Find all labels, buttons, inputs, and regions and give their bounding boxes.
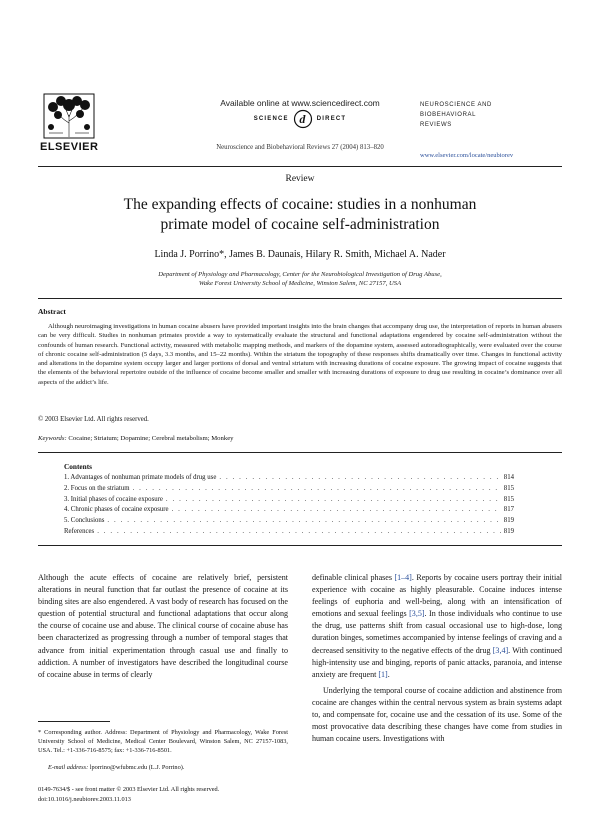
citation-link[interactable]: [3,5] — [409, 609, 425, 619]
publisher-name: ELSEVIER — [40, 141, 99, 153]
toc-page: 815 — [503, 495, 514, 503]
toc-entry[interactable] — [64, 485, 514, 496]
body-paragraph: definable clinical phases [1–4]. Reports by cocaine users portray their initial experience with cocaine as highly pleasurable. Cocaine induces intense feelings of euphoria and well-being, along with an intensification of emotions and sexual feelings [3,5]. In those individuals who continue to use the drug, use patterns shift from casual occasional use to high-dose, long duration binges, sometimes accompanied by intense feelings of craving and a decreased sensitivity to the negative effects of the drug [3,4]. With continued high-intensity use and binging, reports of panic attacks, paranoia, and intense anxiety are frequent [1]. — [312, 573, 562, 679]
body-paragraph: Underlying the temporal course of cocaine addiction and abstinence from cocaine are changes within the central nervous system as brain systems adapt to, and compensate for, cocaine use and the cessation of its use. Some of the most provocative data describing these changes have come from studies in human cocaine users. Investigations with — [312, 685, 562, 744]
toc-page: 815 — [503, 484, 514, 492]
toc-label[interactable]: 5. Conclusions — [64, 517, 105, 525]
body-paragraph: Although the acute effects of cocaine are relatively brief, persistent alterations in neural function that far outlast the presence of cocaine at its binding sites are also engendered. A vast body of research has focused on the question of potential structural and functional adaptations that occur along the course of cocaine use and abuse. The clinical course of cocaine abuse has been characterized as progressing through a number of temporal stages that advance from initial experimentation through casual use and finally to addiction. A number of investigators have described the longitudinal course of cocaine abuse in terms of clearly — [38, 573, 288, 679]
toc-label[interactable]: 1. Advantages of nonhuman primate models of drug use — [64, 474, 217, 481]
elsevier-logo — [40, 93, 98, 153]
journal-logo-line: BIOBEHAVIORAL — [420, 112, 477, 118]
toc-leader — [172, 506, 501, 513]
header-divider — [38, 166, 562, 167]
toc-label[interactable]: 2. Focus on the striatum — [64, 484, 130, 492]
affiliation — [60, 270, 540, 288]
keywords-list: Cocaine; Striatum; Dopamine; Cerebral metabolism; Monkey — [68, 435, 234, 442]
abstract-heading: Abstract — [38, 307, 66, 316]
affiliation-line: Department of Physiology and Pharmacology, Center for the Neurobiological Investigation of Drug Abuse, — [158, 271, 442, 278]
toc-label[interactable]: 3. Initial phases of cocaine exposure — [64, 495, 163, 503]
toc-label[interactable]: References — [64, 527, 95, 535]
toc-page: 819 — [503, 517, 514, 525]
table-of-contents — [64, 474, 514, 539]
journal-logo-line: NEUROSCIENCE AND — [420, 102, 492, 108]
toc-leader — [107, 517, 500, 524]
toc-entry[interactable] — [64, 506, 514, 517]
toc-entry[interactable] — [64, 528, 514, 539]
contents-top-divider — [38, 452, 562, 453]
abstract-copyright: © 2003 Elsevier Ltd. All rights reserved. — [38, 416, 149, 423]
email-line — [48, 764, 184, 771]
contents-bottom-divider — [38, 545, 562, 546]
citation-link[interactable]: [1] — [378, 669, 388, 679]
sciencedirect-left: SCIENCE — [253, 116, 289, 122]
sciencedirect-right: DIRECT — [316, 116, 347, 122]
toc-leader — [133, 485, 501, 492]
affiliation-line: Wake Forest University School of Medicine, Winston Salem, NC 27157, USA — [198, 280, 402, 287]
title-line: primate model of cocaine self-administration — [160, 216, 440, 233]
sciencedirect-at-icon — [293, 109, 313, 129]
toc-leader — [97, 528, 501, 535]
corresponding-author-note: * Corresponding author. Address: Department of Physiology and Pharmacology, Wake Forest University School of Medicine, Medical Center Boulevard, Winston Salem, NC 27157-1083, USA. Tel.: +1-336-716-8575; fax: +1-336-716-8501. — [38, 729, 288, 754]
contents-heading: Contents — [64, 462, 92, 471]
available-online-text[interactable]: Available online at www.sciencedirect.com — [220, 98, 380, 108]
toc-leader — [166, 496, 501, 503]
sciencedirect-mark: d — [299, 112, 307, 126]
journal-logo — [420, 100, 492, 130]
section-label: Review — [285, 174, 315, 184]
article-title — [60, 195, 540, 235]
toc-entry[interactable] — [64, 496, 514, 507]
toc-entry[interactable] — [64, 474, 514, 485]
abstract-text: Although neuroimaging investigations in human cocaine abusers have provided important insights into the brain changes that accompany drug use, the interpretation of reports in human abusers can be very difficult. Studies in nonhuman primates provide a way to systematically evaluate the structural and functional adaptations engendered by cocaine self-administration without the confounds of human research. Functional activity, measured with metabolic mapping methods, and markers of the dopamine system, assessed autoradiographically, were evaluated over the course of chronic cocaine self-administration (5 days, 3.3 months, and 15–22 months). Within the striatum the topography of these responses shifts dramatically over time. Changes in functional activity and alterations in the dopamine system occupy larger and larger portions of dorsal and ventral striatum with increasing durations of cocaine exposure. The growing impact of cocaine suggests that the elements of the behavioral repertoire outside of the influence of cocaine become smaller and smaller with increasing durations of exposure to drug use resulting in cocaine’s dominance over all aspects of the addict’s life. — [38, 323, 562, 386]
journal-citation: Neuroscience and Biobehavioral Reviews 27 (2004) 813–820 — [216, 144, 384, 151]
title-line: The expanding effects of cocaine: studies in a nonhuman — [123, 196, 477, 213]
body-column-right — [312, 572, 562, 745]
toc-label[interactable]: 4. Chronic phases of cocaine exposure — [64, 506, 169, 514]
issn-line: 0149-7634/$ - see front matter © 2003 Elsevier Ltd. All rights reserved. — [38, 786, 220, 793]
toc-page: 819 — [503, 527, 514, 535]
abstract-top-divider — [38, 298, 562, 299]
keywords — [38, 435, 234, 442]
citation-link[interactable]: [1–4] — [394, 573, 412, 582]
toc-leader — [219, 474, 500, 481]
journal-url-link[interactable]: www.elsevier.com/locate/neubiorev — [420, 152, 514, 159]
email-label: E-mail address: — [48, 764, 89, 771]
issn-doi — [38, 785, 219, 804]
citation-link[interactable]: [3,4] — [492, 645, 509, 655]
keywords-label: Keywords: — [38, 435, 67, 442]
elsevier-tree-icon — [43, 93, 95, 139]
footnote-divider — [38, 721, 110, 722]
email-address[interactable]: lporrino@wfubmc.edu (L.J. Porrino). — [89, 764, 185, 771]
body-column-left — [38, 572, 288, 681]
sciencedirect-logo[interactable] — [222, 108, 378, 130]
journal-logo-line: REVIEWS — [420, 122, 452, 128]
toc-page: 814 — [503, 474, 514, 481]
toc-entry[interactable] — [64, 517, 514, 528]
doi-line[interactable]: doi:10.1016/j.neubiorev.2003.11.013 — [38, 795, 131, 803]
author-list: Linda J. Porrino*, James B. Daunais, Hilary R. Smith, Michael A. Nader — [154, 249, 446, 260]
toc-page: 817 — [503, 506, 514, 514]
